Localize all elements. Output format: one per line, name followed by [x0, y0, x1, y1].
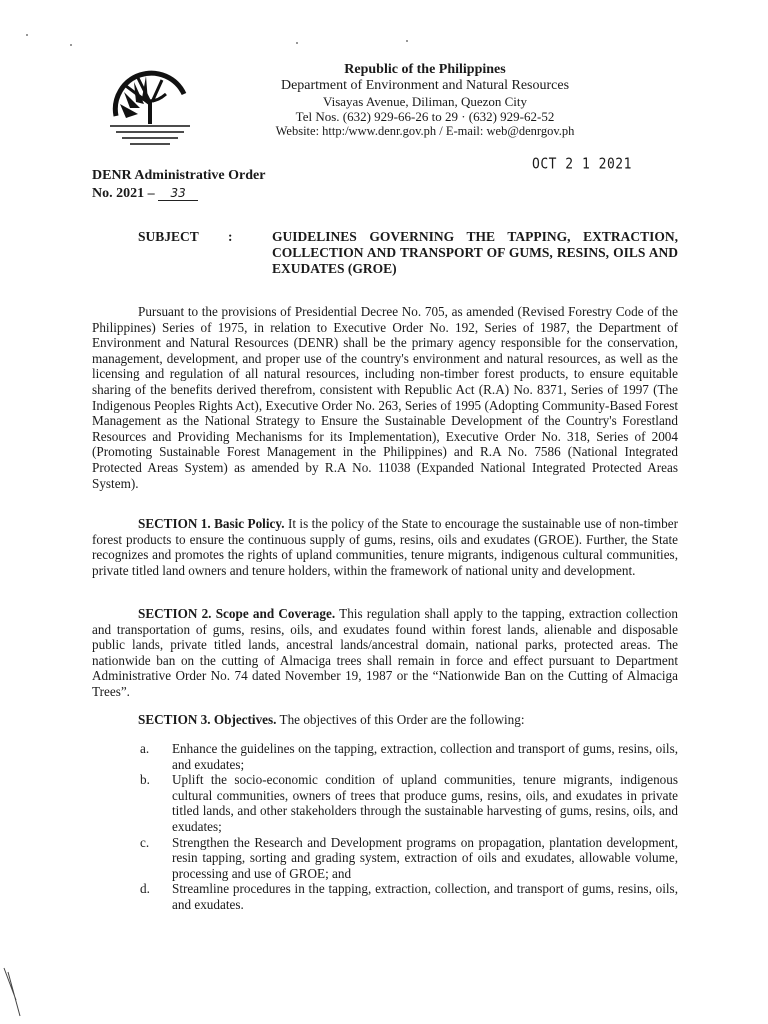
letterhead-website-email: Website: http:/www.denr.gov.ph / E-mail: web@denrgov.ph: [275, 124, 575, 138]
denr-tree-seal-icon: [106, 64, 196, 150]
list-item: [92, 741, 678, 772]
order-title: DENR Administrative Order: [92, 168, 266, 183]
list-item-letter: b.: [140, 772, 150, 788]
list-item: [92, 835, 678, 882]
scan-speck: [406, 40, 408, 42]
order-title-block: [92, 167, 265, 203]
subject-colon: :: [228, 229, 233, 244]
date-stamp: OCT 2 1 2021: [532, 156, 632, 174]
section-2-heading: SECTION 2. Scope and Coverage.: [138, 606, 336, 621]
list-item-text: Enhance the guidelines on the tapping, extraction, collection and transport of gums, resins, oils, and exudates;: [172, 741, 678, 772]
list-item-letter: c.: [140, 834, 150, 850]
section-2-paragraph: [92, 606, 678, 700]
scan-speck: [296, 42, 298, 44]
section-2-text: This regulation shall apply to the tapping, extraction collection and transportation of gums, resins, oils, and exudates found within forest lands, alienable and disposable public lands, private titled lands, ancestral lands/ancestral domain, national parks, protected areas. The nationwide ban on the cutting of Almaciga trees shall remain in force and effect pursuant to Department Administrative Order No. 74 dated November 19, 1987 or the “Nationwide Ban on the Cutting of Almaciga Trees”.: [92, 606, 678, 699]
scan-speck: [70, 44, 72, 46]
order-number: [92, 185, 265, 203]
preamble-paragraph: [92, 304, 678, 491]
order-number-handwritten: 33: [158, 186, 198, 201]
list-item-letter: d.: [140, 881, 150, 897]
section-3-text: The objectives of this Order are the following:: [279, 712, 525, 727]
subject-text: GUIDELINES GOVERNING THE TAPPING, EXTRACTION, COLLECTION AND TRANSPORT OF GUMS, RESINS, OILS AND EXUDATES (GROE): [272, 229, 678, 276]
list-item-letter: a.: [140, 741, 150, 756]
section-3-heading: SECTION 3. Objectives.: [138, 712, 277, 727]
list-item: [92, 772, 678, 834]
order-number-prefix: No. 2021 –: [92, 186, 155, 201]
section-1-heading: SECTION 1. Basic Policy.: [138, 516, 285, 531]
letterhead-country: Republic of the Philippines: [344, 62, 506, 77]
section-3-paragraph: [92, 712, 678, 728]
letterhead-address: Visayas Avenue, Diliman, Quezon City: [322, 94, 528, 109]
subject-label: SUBJECT: [138, 229, 199, 244]
section-1-text: It is the policy of the State to encourage the sustainable use of non-timber forest products to ensure the continuous supply of gums, resins, oils and exudates (GROE). Further, the State recognizes and promotes the rights of upland communities, tenure migrants, indigenous cultural communities, private titled land owners and tenure holders, within the framework of national unity and development.: [92, 516, 679, 578]
scan-speck: [26, 34, 28, 36]
list-item-text: Strengthen the Research and Development programs on propagation, plantation development, resin tapping, sorting and grading system, extraction of oils and exudates, allowable volume, processing and use of GROE; and: [172, 834, 678, 881]
list-item: [92, 881, 678, 912]
letterhead: [238, 62, 612, 139]
preamble-text: Pursuant to the provisions of Presidential Decree No. 705, as amended (Revised Forestry Code of the Philippines) Series of 1975, in relation to Executive Order No. 192, Series of 1987, the Department of Environment and Natural Resources (DENR) shall be the primary agency responsible for the conservation, management, development, and proper use of the country's environment and natural resources, as well as the licensing and regulation of all natural resources, including non-timber forest products, to ensure equitable sharing of the benefits derived therefrom, consistent with Republic Act (R.A) No. 8371, Series of 1997 (The Indigenous Peoples Rights Act), Executive Order No. 263, Series of 1995 (Adopting Community-Based Forest Management as the National Strategy to Ensure the Sustainable Development of the Country's Forestland Resources and Providing Mechanisms for its Implementation), Executive Order No. 318, Series of 2004 (Promoting Sustainable Forest Management in the Philippines) and R.A No. 7586 (National Integrated Protected Areas System) as amended by R.A No. 11038 (Expanded National Integrated Protected Areas System).: [92, 304, 678, 491]
scan-mark: [0, 966, 30, 1018]
letterhead-telephone: Tel Nos. (632) 929-66-26 to 29 · (632) 929-62-52: [295, 109, 555, 124]
section-1-paragraph: [92, 516, 678, 578]
list-item-text: Uplift the socio-economic condition of upland communities, tenure migrants, indigenous cultural communities, owners of trees that produce gums, resins, oils, and exudates in private titled lands, and other stakeholders through the sustainable harvesting of gums, resins, oils, and exudates;: [172, 772, 678, 834]
objectives-list: [92, 741, 678, 913]
list-item-text: Streamline procedures in the tapping, extraction, collection, and transport of gums, resins, oils, and exudates.: [172, 881, 678, 912]
letterhead-department: Department of Environment and Natural Resources: [280, 78, 570, 93]
